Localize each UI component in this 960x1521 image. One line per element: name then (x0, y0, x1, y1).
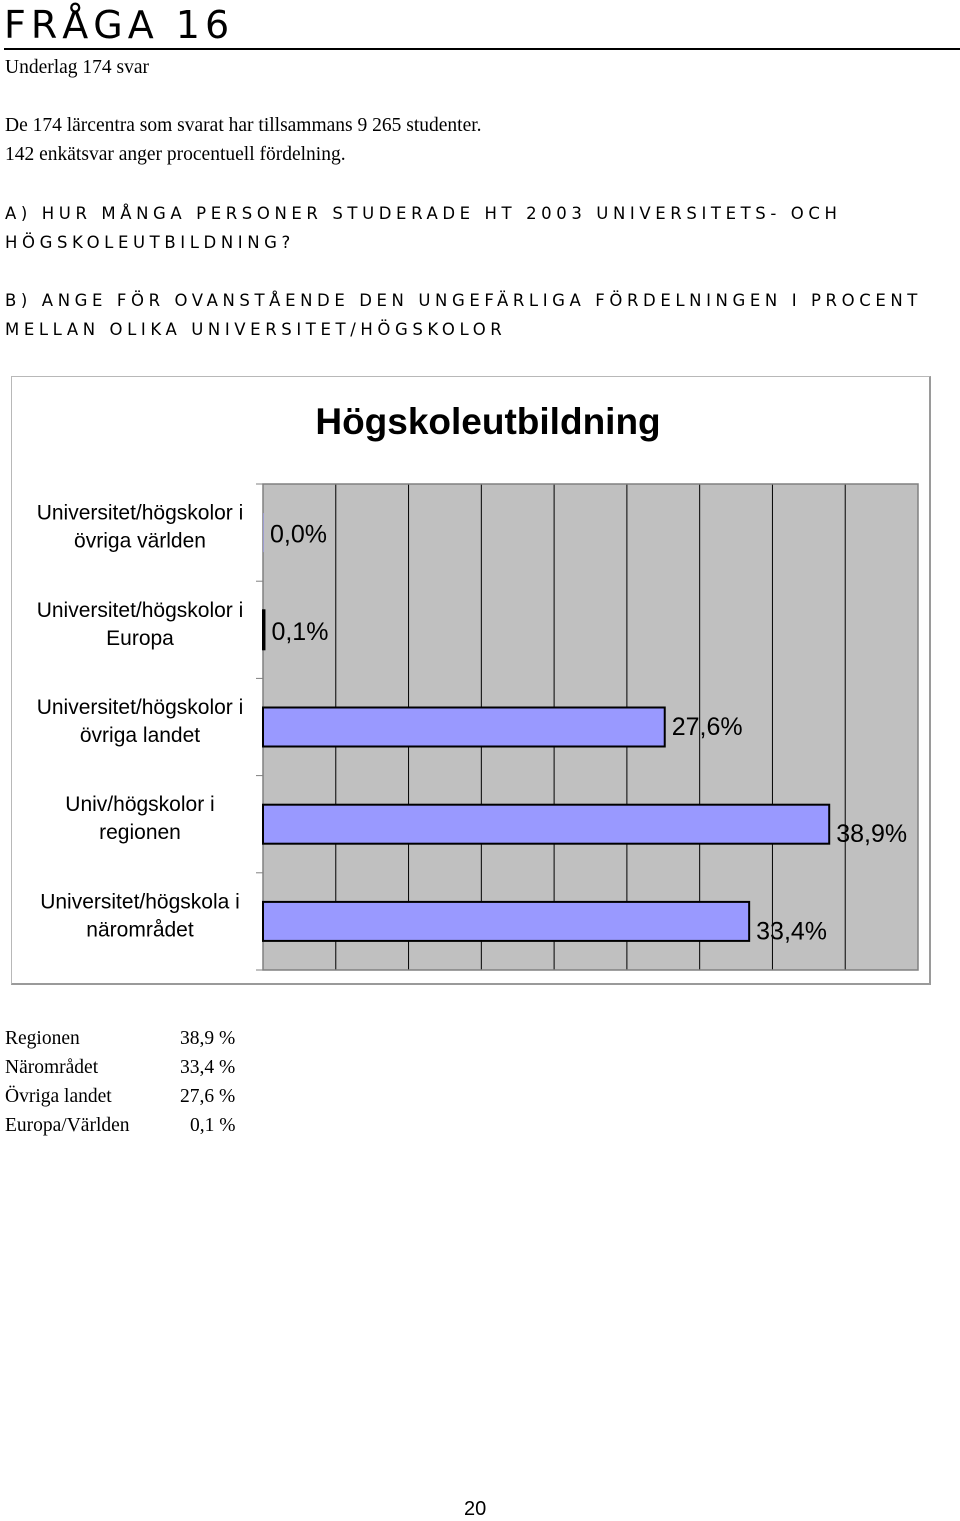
bar (263, 805, 829, 844)
category-label: Europa (106, 626, 174, 650)
summary-value-naromradet: 33,4 % (180, 1057, 236, 1078)
data-label: 38,9% (836, 820, 908, 849)
category-label: övriga världen (74, 529, 206, 553)
question-a-line-1: A) HUR MÅNGA PERSONER STUDERADE HT 2003 UNIVERSITETS- OCH (5, 204, 842, 223)
summary-label-regionen: Regionen (5, 1028, 80, 1049)
data-label: 0,0% (270, 520, 327, 549)
question-b-line-1: B) ANGE FÖR OVANSTÅENDE DEN UNGEFÄRLIGA FÖRDELNINGEN I PROCENT (5, 291, 922, 310)
data-label: 0,1% (271, 617, 329, 646)
category-label: regionen (99, 821, 181, 845)
category-label: Universitet/högskolor i (36, 501, 244, 525)
data-label: 27,6% (671, 713, 743, 741)
category-label: Universitet/högskolor i (36, 598, 244, 622)
bar (263, 513, 264, 552)
bar (263, 610, 264, 649)
summary-label-naromradet: Närområdet (5, 1057, 99, 1078)
bar (263, 902, 749, 941)
category-label: Univ/högskolor i (65, 793, 215, 817)
category-label: Universitet/högskolor i (36, 696, 244, 719)
summary-value-ovriga-landet: 27,6 % (180, 1086, 236, 1107)
page-number: 20 (464, 1498, 487, 1520)
category-label: närområdet (86, 918, 194, 942)
summary-value-europa-varlden: 0,1 % (190, 1115, 236, 1136)
bar (263, 708, 665, 747)
intro-line-2: 142 enkätsvar anger procentuell fördelning. (5, 144, 346, 165)
summary-label-europa-varlden: Europa/Världen (5, 1115, 130, 1136)
subtitle: Underlag 174 svar (5, 57, 150, 78)
data-label: 33,4% (756, 917, 828, 946)
intro-line-1: De 174 lärcentra som svarat har tillsammans 9 265 studenter. (5, 115, 482, 136)
page-title: FRÅGA 16 (4, 3, 235, 47)
summary-value-regionen: 38,9 % (180, 1028, 236, 1049)
summary-label-ovriga-landet: Övriga landet (5, 1086, 112, 1107)
question-b-line-2: MELLAN OLIKA UNIVERSITET/HÖGSKOLOR (5, 320, 507, 339)
chart-title: Högskoleutbildning (315, 401, 661, 442)
category-label: övriga landet (79, 724, 201, 747)
question-a-line-2: HÖGSKOLEUTBILDNING? (5, 233, 295, 252)
category-label: Universitet/högskola i (40, 890, 240, 914)
